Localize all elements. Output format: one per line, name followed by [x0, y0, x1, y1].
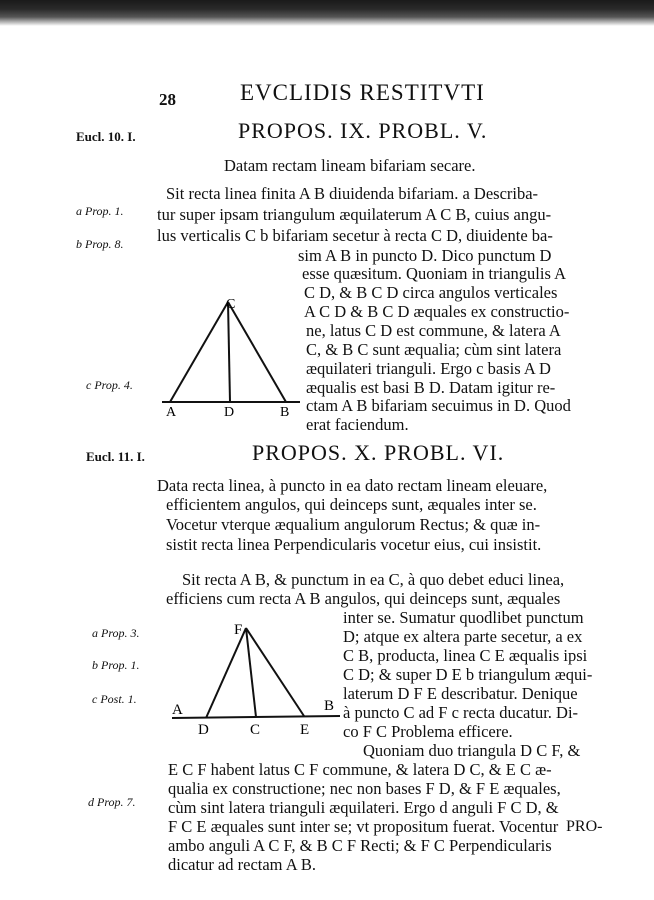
page-number: 28 [159, 90, 176, 109]
prop9-bisector-cd [228, 302, 230, 402]
prop9-line-9: C, & B C sunt æqualia; cùm sint latera [306, 340, 562, 359]
prop10-line-14: F C E æquales sunt inter se; vt propositum fuerat. Vocentur [168, 817, 559, 836]
prop9-margin-note-b: b Prop. 8. [76, 237, 124, 251]
prop9-line-7: A C D & B C D æquales ex constructio- [304, 302, 570, 321]
prop9-label-b: B [280, 405, 290, 420]
prop9-line-1: Sit recta linea finita A B diuidenda bifariam. a Describa- [166, 184, 539, 203]
prop10-line-6: C D; & super D E b triangulum æqui- [343, 665, 593, 684]
prop9-line-4: sim A B in puncto D. Dico punctum D [298, 246, 552, 265]
prop9-line-2: tur super ipsam triangulum æquilaterum A C B, cuius angu- [157, 205, 552, 224]
prop10-line-10: Quoniam duo triangula D C F, & [363, 741, 581, 760]
prop9-line-8: ne, latus C D est commune, & latera A [306, 321, 561, 340]
prop10-line-4: D; atque ex altera parte secetur, a ex [343, 627, 583, 646]
prop10-label-a: A [172, 702, 183, 718]
prop9-line-6: C D, & B C D circa angulos verticales [304, 283, 558, 302]
prop9-figure [160, 292, 305, 420]
prop10-label-c: C [250, 722, 261, 738]
prop10-margin-note-d: d Prop. 7. [88, 795, 136, 809]
prop9-line-13: erat faciendum. [306, 415, 409, 434]
prop9-side-ac [170, 302, 228, 402]
prop10-margin-note-b: b Prop. 1. [92, 658, 140, 672]
prop9-label-c: C [226, 297, 236, 312]
prop10-enunciation-line-4: sistit recta linea Perpendicularis vocetur eius, cui insistit. [166, 535, 542, 554]
prop10-margin-note-a: a Prop. 3. [92, 626, 140, 640]
prop9-heading: PROPOS. IX. PROBL. V. [238, 118, 488, 143]
prop10-line-15: ambo anguli A C F, & B C F Recti; & F C Perpendicularis [168, 836, 552, 855]
prop9-margin-note-c: c Prop. 4. [86, 378, 133, 392]
prop10-label-b: B [324, 698, 335, 714]
prop10-label-f: F [234, 622, 243, 638]
prop10-margin-note-c: c Post. 1. [92, 692, 137, 706]
prop9-line-5: esse quæsitum. Quoniam in triangulis A [302, 264, 566, 283]
catchword: PRO- [566, 818, 603, 835]
prop9-line-10: æquilateri trianguli. Ergo c basis A D [306, 359, 551, 378]
prop10-line-3: inter se. Sumatur quodlibet punctum [343, 608, 584, 627]
prop10-side-fd [206, 628, 246, 718]
prop9-label-a: A [166, 405, 177, 420]
prop9-side-cb [228, 302, 286, 402]
prop10-enunciation-line-3: Vocetur vterque æqualium angulorum Rectus; & quæ in- [166, 515, 541, 534]
prop10-line-8: à puncto C ad F c recta ducatur. Di- [343, 703, 579, 722]
prop10-label-d: D [198, 722, 209, 738]
prop9-line-11: æqualis est basi B D. Datam igitur re- [306, 378, 556, 397]
prop10-line-2: efficiens cum recta A B angulos, qui deinceps sunt, æquales [166, 589, 561, 608]
prop10-line-9: co F C Problema efficere. [343, 722, 513, 741]
prop9-line-12: ctam A B bifariam secuimus in D. Quod [306, 396, 571, 415]
prop10-line-12: qualia ex constructione; nec non bases F D, & F E æquales, [168, 779, 561, 798]
running-head: EVCLIDIS RESTITVTI [240, 80, 485, 105]
prop9-margin-note-a: a Prop. 1. [76, 204, 124, 218]
prop10-line-13: cùm sint latera trianguli æquilateri. Ergo d anguli F C D, & [168, 798, 559, 817]
prop10-label-e: E [300, 722, 310, 738]
prop10-margin-reference: Eucl. 11. I. [86, 449, 145, 464]
prop10-enunciation-line-2: efficientem angulos, qui deinceps sunt, æquales inter se. [166, 495, 537, 514]
prop10-enunciation-line-1: Data recta linea, à puncto in ea dato rectam lineam eleuare, [157, 476, 548, 495]
prop9-label-d: D [224, 405, 235, 420]
prop10-line-16: dicatur ad rectam A B. [168, 855, 316, 874]
prop10-line-11: E C F habent latus C F commune, & latera D C, & E C æ- [168, 760, 552, 779]
scan-top-edge [0, 0, 654, 26]
prop10-figure [168, 618, 344, 738]
prop10-heading: PROPOS. X. PROBL. VI. [252, 440, 505, 465]
prop10-line-5: C B, producta, linea C E æqualis ipsi [343, 646, 588, 665]
prop9-margin-reference: Eucl. 10. I. [76, 129, 136, 144]
prop9-enunciation: Datam rectam lineam bifariam secare. [224, 156, 476, 175]
prop9-line-3: lus verticalis C b bifariam secetur à recta C D, diuidente ba- [157, 226, 553, 245]
prop10-line-1: Sit recta A B, & punctum in ea C, à quo debet educi linea, [182, 570, 565, 589]
prop10-line-7: laterum D F E describatur. Denique [343, 684, 578, 703]
